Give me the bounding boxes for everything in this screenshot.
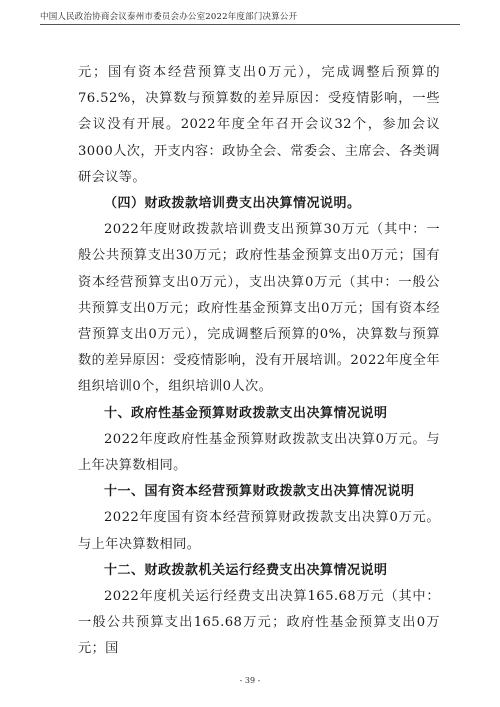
page-header: 中国人民政治协商会议泰州市委员会办公室2022年度部门决算公开 bbox=[40, 12, 298, 22]
page-number: - 39 - bbox=[239, 676, 261, 685]
paragraph-state-capital: 2022年度国有资本经营预算财政拨款支出决算0万元。与上年决算数相同。 bbox=[78, 510, 440, 552]
heading-section-10: 十、政府性基金预算财政拨款支出决算情况说明 bbox=[104, 405, 388, 421]
paragraph-operating-expenses: 2022年度机关运行经费支出决算165.68万元（其中：一般公共预算支出165.68万元；政府性基金预算支出0万元；国 bbox=[78, 589, 440, 657]
paragraph-government-fund: 2022年度政府性基金预算财政拨款支出决算0万元。与上年决算数相同。 bbox=[78, 431, 440, 474]
heading-section-12: 十二、财政拨款机关运行经费支出决算情况说明 bbox=[104, 562, 388, 578]
heading-training-fees: （四）财政拨款培训费支出决算情况说明。 bbox=[104, 196, 361, 212]
heading-section-11: 十一、国有资本经营预算财政拨款支出决算情况说明 bbox=[104, 484, 415, 500]
header-divider bbox=[40, 24, 460, 25]
paragraph-training-fees: 2022年度财政拨款培训费支出预算30万元（其中：一般公共预算支出30万元；政府性基金预算支出0万元；国有资本经营预算支出0万元），支出决算0万元（其中：一般公共预算支出0万元；政府性基金预算支出0万元；国有资本经营预算支出0万元），完成调整后预算的0%，决算数与预算数的差异原因：受疫情影响，没有开展培训。2022年度全年组织培训0个，组织培训0人次。 bbox=[78, 222, 440, 395]
paragraph-meeting-fees-continued: 元；国有资本经营预算支出0万元），完成调整后预算的76.52%，决算数与预算数的差异原因：受疫情影响，一些会议没有开展。2022年度全年召开会议32个，参加会议3000人次，开支内容：政协全会、常委会、主席会、各类调研会议等。 bbox=[78, 65, 440, 185]
document-body bbox=[78, 60, 440, 663]
